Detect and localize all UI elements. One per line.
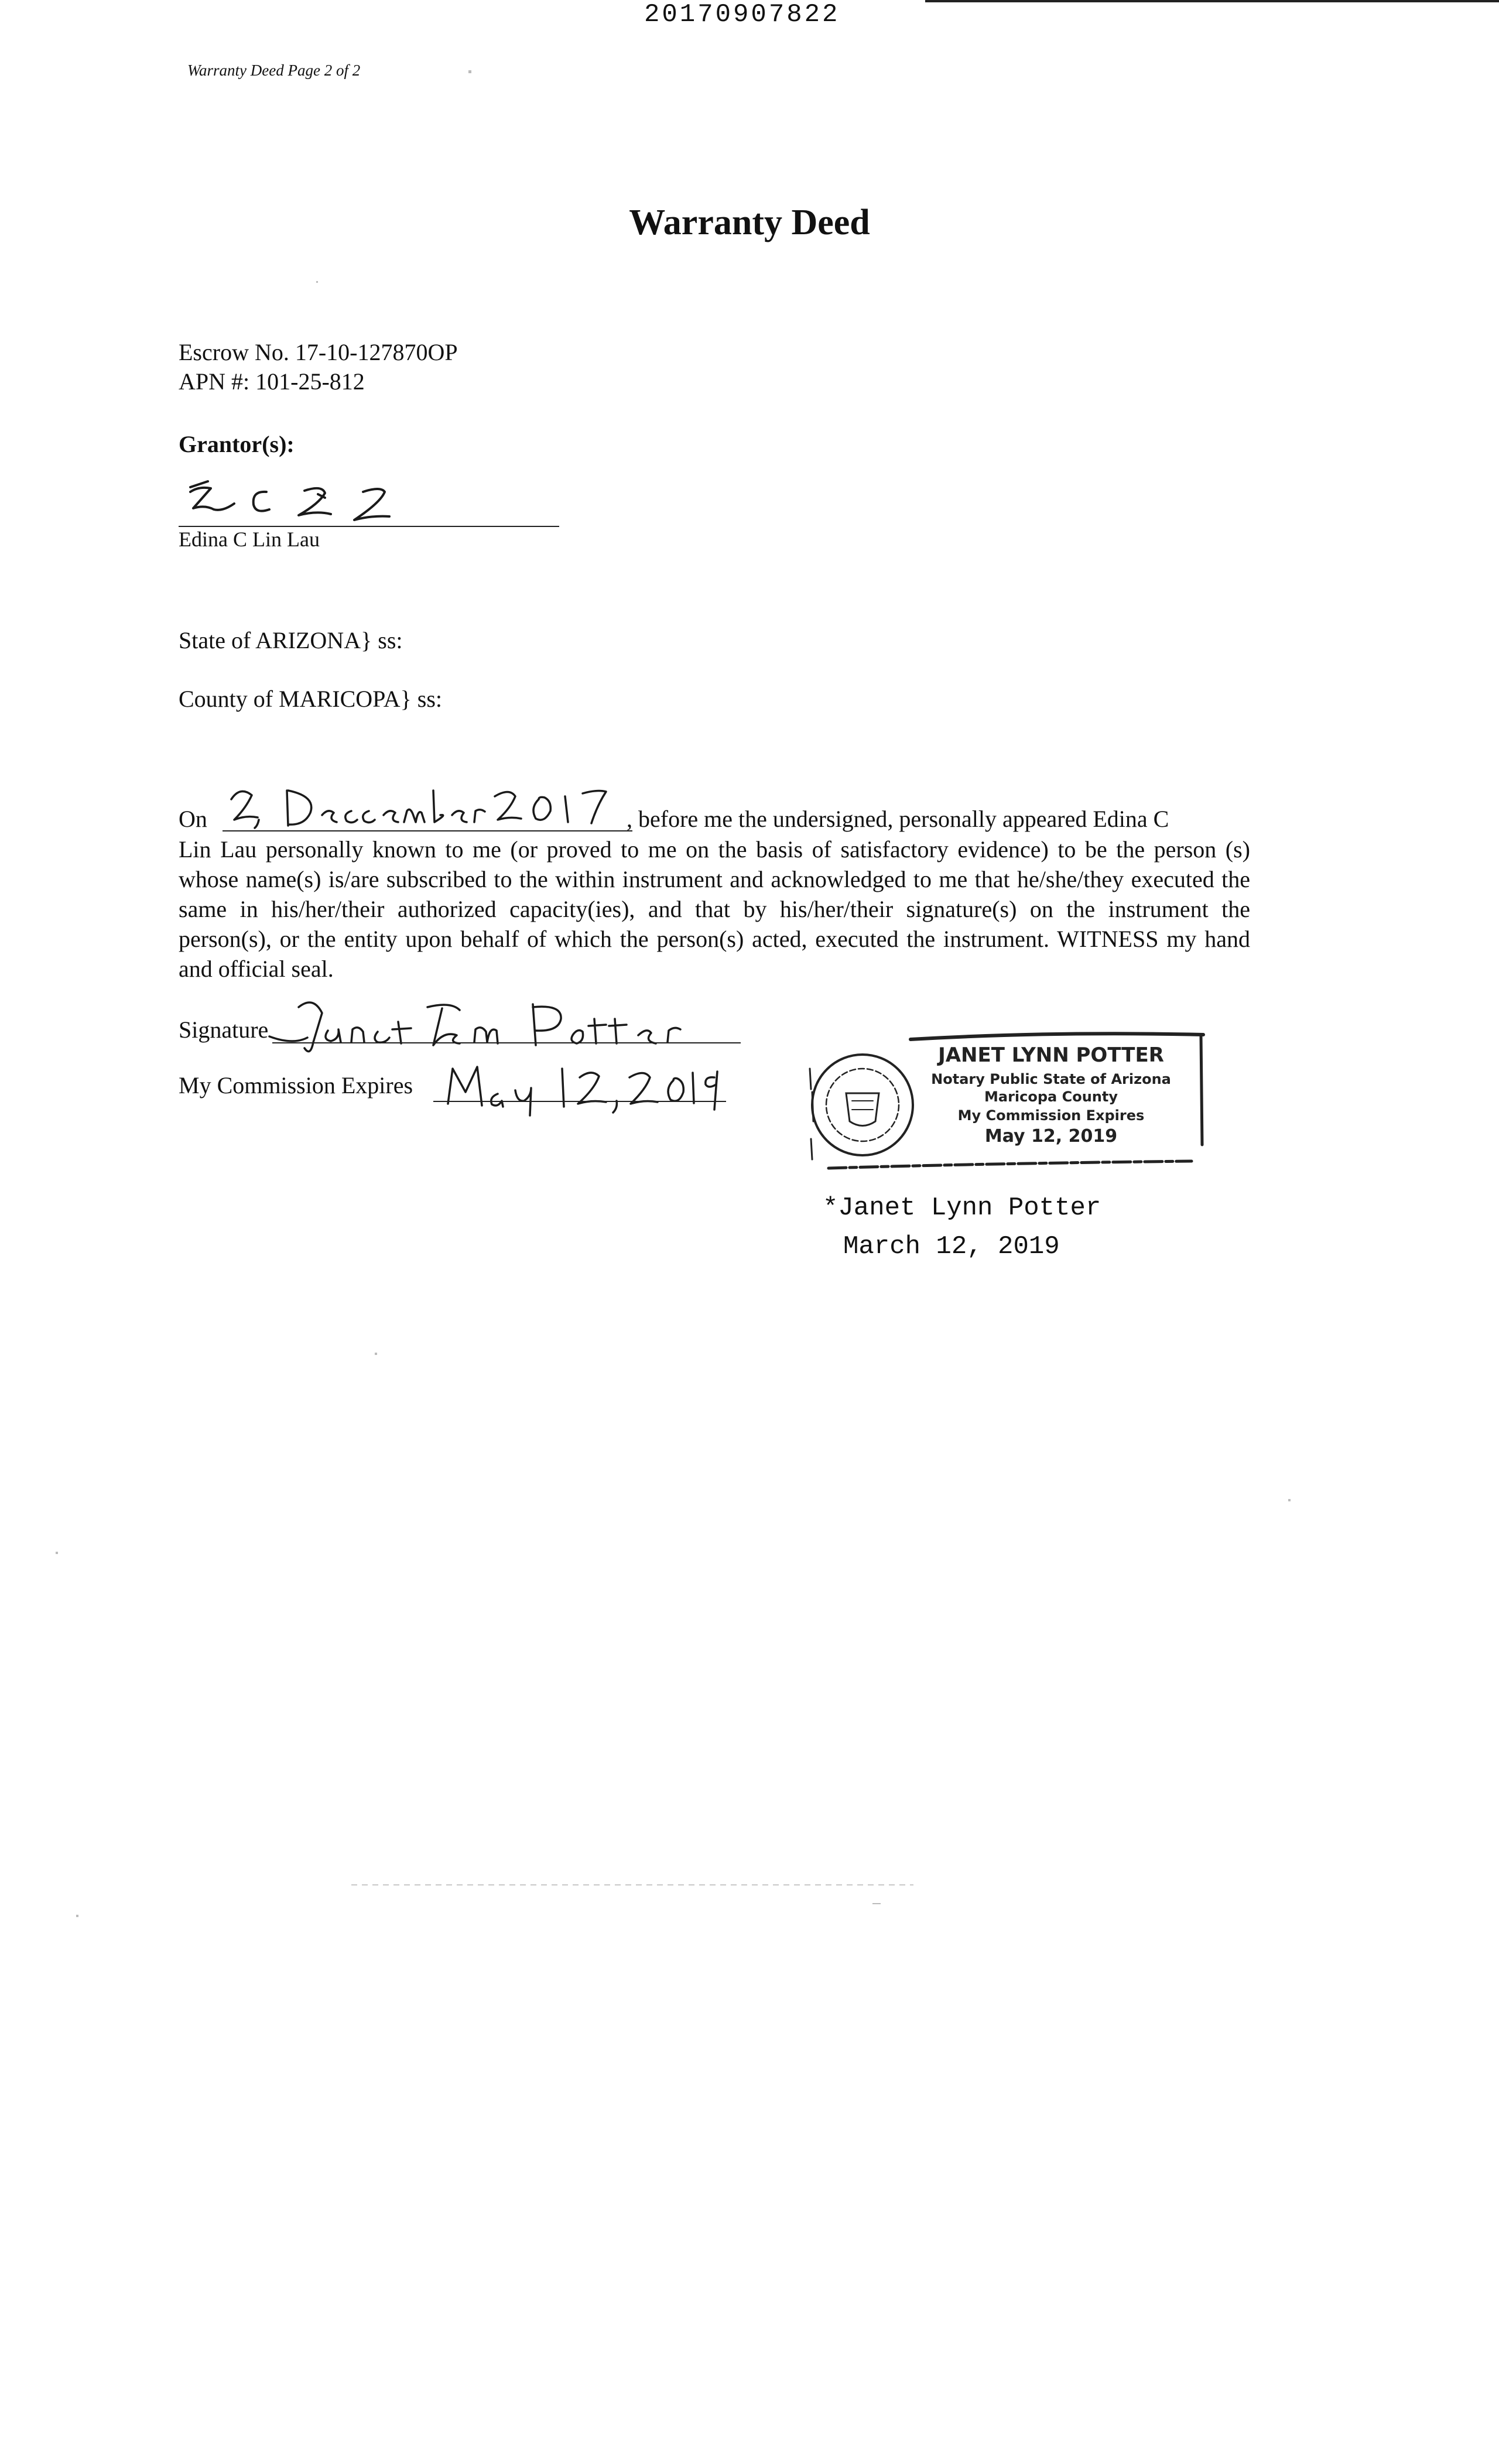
acknowledgment-date-line (223, 830, 632, 831)
typed-notary-date: March 12, 2019 (843, 1232, 1060, 1261)
scan-speck (76, 1915, 78, 1917)
acknowledgment-body: Lin Lau personally known to me (or proved to me on the basis of satisfactory evidence) to be the person (s) whose name(s) is/are subscribed to the within instrument and acknowledged to me that he/she/they executed the same in his/her/their authorized capacity(ies), and that by his/her/their signature(s) on the instrument the person(s), or the entity upon behalf of which the person(s) acted, executed the instrument. WITNESS my hand and official seal. (179, 836, 1250, 982)
scan-speck (468, 70, 471, 73)
notary-seal-stamp (805, 1028, 1209, 1186)
notary-signature-line (272, 1042, 741, 1043)
stamp-expiry-date: May 12, 2019 (984, 1126, 1118, 1147)
typed-notary-name: *Janet Lynn Potter (823, 1193, 1101, 1223)
notary-signature (258, 990, 726, 1060)
escrow-number: Escrow No. 17-10-127870OP (179, 339, 458, 365)
grantor-signature (179, 474, 454, 527)
grantor-heading: Grantor(s): (179, 431, 295, 457)
scan-speck (375, 1353, 377, 1355)
stamp-line-2: Maricopa County (984, 1089, 1118, 1105)
signature-label: Signature (179, 1017, 269, 1043)
commission-date-line (433, 1101, 726, 1102)
scan-speck (56, 1552, 58, 1554)
top-rule (925, 0, 1499, 2)
document-title: Warranty Deed (629, 203, 870, 242)
grantor-name: Edina C Lin Lau (179, 528, 320, 551)
acknowledgment-on-label: On (179, 806, 207, 832)
county-venue: County of MARICOPA} ss: (179, 686, 443, 712)
page-label: Warranty Deed Page 2 of 2 (187, 61, 361, 79)
stamp-line-3: My Commission Expires (957, 1107, 1145, 1124)
commission-expires-label: My Commission Expires (179, 1072, 413, 1098)
handwritten-acknowledgment-date (223, 779, 632, 831)
scan-speck (316, 281, 318, 283)
handwritten-commission-date (442, 1060, 723, 1118)
state-venue: State of ARIZONA} ss: (179, 627, 403, 653)
scan-dash-row (351, 1884, 913, 1885)
stamp-notary-name: JANET LYNN POTTER (938, 1043, 1164, 1067)
apn-number: APN #: 101-25-812 (179, 368, 365, 395)
recording-number: 20170907822 (644, 0, 840, 29)
scan-speck (872, 1903, 881, 1904)
stamp-line-1: Notary Public State of Arizona (931, 1071, 1171, 1087)
acknowledgment-first-line: , before me the undersigned, personally appeared Edina C (627, 806, 1169, 832)
scan-speck (1288, 1499, 1291, 1501)
